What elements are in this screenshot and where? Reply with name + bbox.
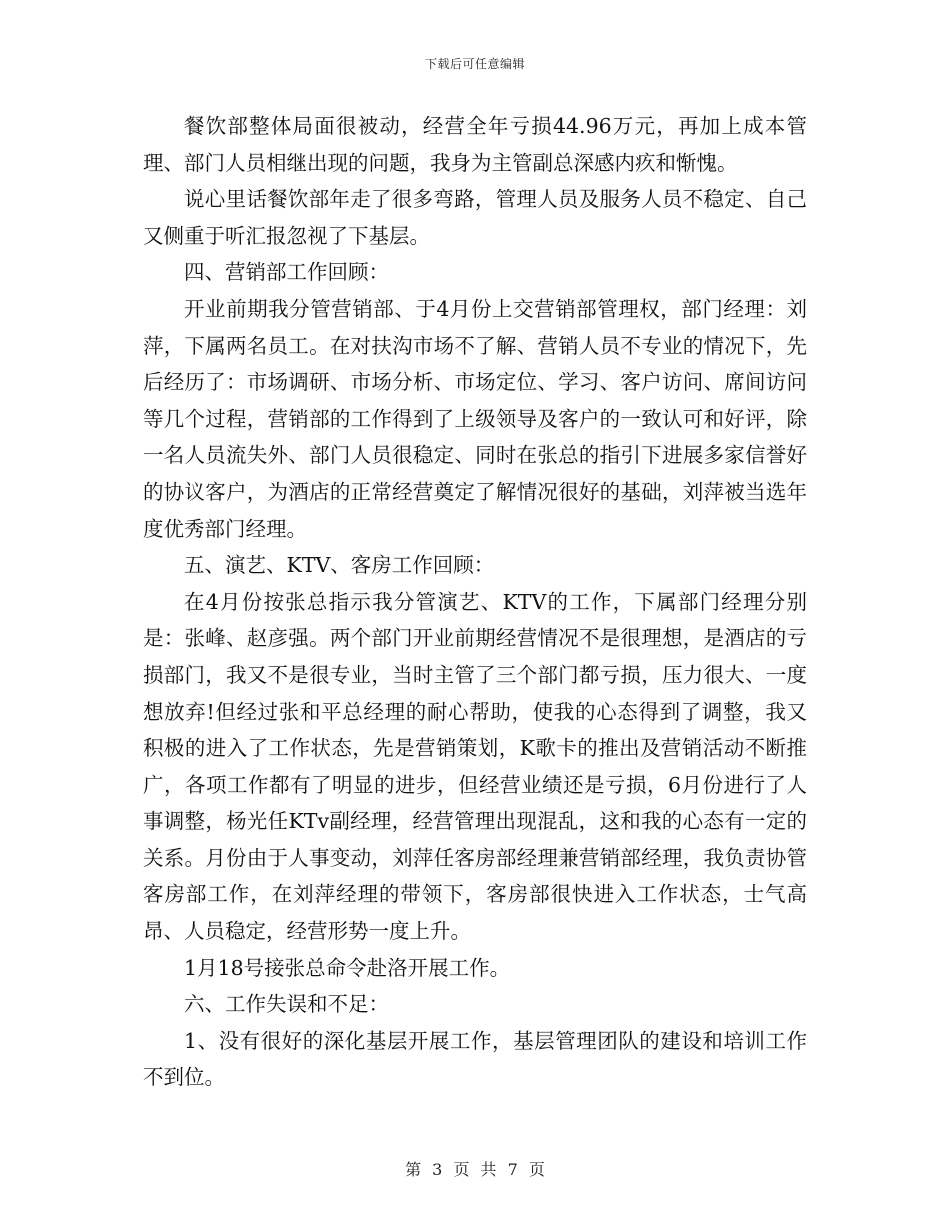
paragraph-transfer: 1月18号接张总命令赴洛开展工作。 <box>184 955 511 980</box>
section-heading-ktv: 五、演艺、KTV、客房工作回顾： <box>184 553 495 578</box>
document-body <box>143 108 807 1096</box>
paragraph-mistake-1: 1、没有很好的深化基层开展工作，基层管理团队的建设和培训工作不到位。 <box>143 1028 807 1090</box>
section-heading-marketing: 四、营销部工作回顾： <box>184 260 389 285</box>
page-footer: 第 3 页 共 7 页 <box>405 1160 545 1179</box>
paragraph-marketing-review: 开业前期我分管营销部、于4月份上交营销部管理权，部门经理：刘萍，下属两名员工。在对扶沟市场不了解、营销人员不专业的情况下，先后经历了：市场调研、市场分析、市场定位、学习、客户访问、席间访问等几个过程，营销部的工作得到了上级领导及客户的一致认可和好评，除一名人员流失外、部门人员很稳定、同时在张总的指引下进展多家信誉好的协议客户，为酒店的正常经营奠定了解情况很好的基础，刘萍被当选年度优秀部门经理。 <box>143 296 807 541</box>
section-heading-mistakes: 六、工作失误和不足： <box>184 992 389 1017</box>
paragraph-ktv-review: 在4月份按张总指示我分管演艺、KTV的工作，下属部门经理分别是：张峰、赵彦强。两个部门开业前期经营情况不是很理想，是酒店的亏损部门，我又不是很专业，当时主管了三个部门都亏损，压力很大、一度想放弃!但经过张和平总经理的耐心帮助，使我的心态得到了调整，我又积极的进入了工作状态，先是营销策划，K歌卡的推出及营销活动不断推广，各项工作都有了明显的进步，但经营业绩还是亏损，6月份进行了人事调整，杨光任KTv副经理，经营管理出现混乱，这和我的心态有一定的关系。月份由于人事变动，刘萍任客房部经理兼营销部经理，我负责协管客房部工作，在刘萍经理的带领下，客房部很快进入工作状态，士气高昂、人员稳定，经营形势一度上升。 <box>143 589 807 944</box>
paragraph-catering-reflection: 说心里话餐饮部年走了很多弯路，管理人员及服务人员不稳定、自己又侧重于听汇报忽视了下基层。 <box>143 187 807 248</box>
paragraph-catering-summary: 餐饮部整体局面很被动，经营全年亏损44.96万元，再加上成本管理、部门人员相继出现的问题，我身为主管副总深感内疚和惭愧。 <box>143 114 807 175</box>
page-header: 下载后可任意编辑 <box>424 57 525 71</box>
